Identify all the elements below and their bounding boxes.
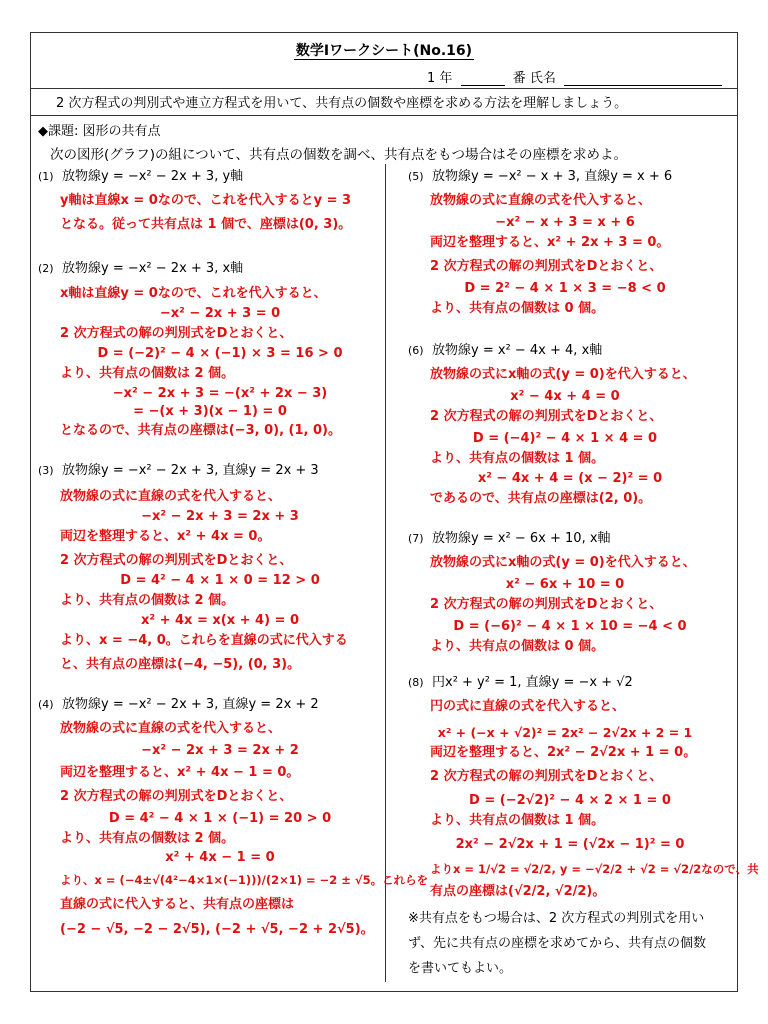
answer-line: D = (−4)² − 4 × 1 × 4 = 0 — [472, 431, 658, 446]
answer-line: y軸は直線x = 0なので、これを代入するとy = 3 — [60, 193, 352, 208]
answer-line: より、共有点の個数は 2 個。 — [60, 831, 235, 846]
answer-line: 両辺を整理すると、2x² − 2√2x + 1 = 0。 — [430, 745, 697, 760]
answer-line: 両辺を整理すると、x² + 2x + 3 = 0。 — [430, 235, 670, 250]
answer-line: 直線の式に代入すると、共有点の座標は — [60, 897, 295, 912]
answer-line: より、共有点の個数は 1 個。 — [430, 451, 605, 466]
problem-statement: (7) 放物線y = x² − 6x + 10, x軸 — [408, 531, 611, 546]
student-info — [427, 67, 726, 86]
class-blank — [461, 85, 505, 86]
answer-line: 2 次方程式の解の判別式をDとおくと、 — [430, 769, 663, 784]
problem-statement: (8) 円x² + y² = 1, 直線y = −x + √2 — [408, 675, 633, 690]
year-label: 1 年 — [427, 71, 453, 86]
answer-line: より、共有点の個数は 0 個。 — [430, 301, 605, 316]
answer-line: となる。従って共有点は 1 個で、座標は(0, 3)。 — [60, 217, 352, 232]
answer-line: D = 4² − 4 × 1 × 0 = 12 > 0 — [120, 573, 320, 588]
answer-line: −x² − 2x + 3 = 2x + 3 — [141, 509, 299, 524]
answer-line: 放物線の式に直線の式を代入すると、 — [60, 489, 282, 504]
answer-line: D = 4² − 4 × 1 × (−1) = 20 > 0 — [108, 811, 332, 826]
answer-line: 2 次方程式の解の判別式をDとおくと、 — [60, 553, 293, 568]
answer-line: 放物線の式にx軸の式(y = 0)を代入すると、 — [430, 367, 696, 382]
answer-line: 両辺を整理すると、x² + 4x = 0。 — [60, 529, 271, 544]
divider — [31, 115, 737, 116]
answer-line: より、共有点の個数は 0 個。 — [430, 639, 605, 654]
problem-statement: (5) 放物線y = −x² − x + 3, 直線y = x + 6 — [408, 169, 673, 184]
problem-statement: (1) 放物線y = −x² − 2x + 3, y軸 — [38, 169, 244, 184]
answer-line: −x² − 2x + 3 = −(x² + 2x − 3) — [112, 386, 328, 401]
problem-statement: (4) 放物線y = −x² − 2x + 3, 直線y = 2x + 2 — [38, 697, 319, 712]
answer-line: (−2 − √5, −2 − 2√5), (−2 + √5, −2 + 2√5)。 — [60, 922, 374, 937]
answer-line: x² − 4x + 4 = (x − 2)² = 0 — [477, 471, 663, 486]
answer-line: 円の式に直線の式を代入すると、 — [430, 699, 626, 714]
answer-line: −x² − 2x + 3 = 0 — [159, 306, 281, 321]
answer-line: であるので、共有点の座標は(2, 0)。 — [430, 491, 652, 506]
answer-line: 放物線の式に直線の式を代入すると、 — [60, 721, 282, 736]
answer-line: x² + 4x − 1 = 0 — [165, 850, 275, 865]
answer-line: = −(x + 3)(x − 1) = 0 — [133, 404, 287, 419]
problem-statement: (2) 放物線y = −x² − 2x + 3, x軸 — [38, 261, 244, 276]
answer-line: 放物線の式にx軸の式(y = 0)を代入すると、 — [430, 555, 696, 570]
note-line: ず、先に共有点の座標を求めてから、共有点の個数 — [408, 936, 706, 951]
answer-line: 2 次方程式の解の判別式をDとおくと、 — [60, 789, 293, 804]
instruction: 次の図形(グラフ)の組について、共有点の個数を調べ、共有点をもつ場合はその座標を求めよ。 — [50, 147, 627, 163]
answer-line: と、共有点の座標は(−4, −5), (0, 3)。 — [60, 657, 301, 672]
answer-line: 両辺を整理すると、x² + 4x − 1 = 0。 — [60, 765, 300, 780]
answer-line: より、x = −4, 0。これらを直線の式に代入する — [60, 633, 348, 648]
answer-line: −x² − x + 3 = x + 6 — [495, 215, 635, 230]
answer-line: となるので、共有点の座標は(−3, 0), (1, 0)。 — [60, 423, 341, 438]
divider — [31, 88, 737, 89]
answer-line: よりx = 1/√2 = √2/2, y = −√2/2 + √2 = √2/2なので、共 — [430, 862, 759, 876]
answer-line: より、共有点の個数は 2 個。 — [60, 593, 235, 608]
answer-line: 2x² − 2√2x + 1 = (√2x − 1)² = 0 — [455, 837, 685, 852]
name-blank — [564, 85, 722, 86]
answer-line: −x² − 2x + 3 = 2x + 2 — [141, 743, 299, 758]
answer-line: x軸は直線y = 0なので、これを代入すると、 — [60, 286, 327, 301]
answer-line: x² + 4x = x(x + 4) = 0 — [140, 613, 300, 628]
answer-line: x² − 6x + 10 = 0 — [505, 577, 625, 592]
problem-statement: (6) 放物線y = x² − 4x + 4, x軸 — [408, 343, 603, 358]
note-line: を書いてもよい。 — [408, 961, 513, 976]
answer-line: 放物線の式に直線の式を代入すると、 — [430, 193, 652, 208]
note-line: ※共有点をもつ場合は、2 次方程式の判別式を用い — [408, 911, 705, 926]
answer-line: D = (−2)² − 4 × (−1) × 3 = 16 > 0 — [97, 346, 343, 361]
answer-line: x² − 4x + 4 = 0 — [510, 389, 620, 404]
problem-statement: (3) 放物線y = −x² − 2x + 3, 直線y = 2x + 3 — [38, 463, 319, 478]
answer-line: D = (−6)² − 4 × 1 × 10 = −4 < 0 — [453, 619, 687, 634]
number-label: 番 — [512, 71, 526, 86]
answer-line: 2 次方程式の解の判別式をDとおくと、 — [430, 597, 663, 612]
answer-line: x² + (−x + √2)² = 2x² − 2√2x + 2 = 1 — [437, 725, 693, 740]
answer-line: 2 次方程式の解の判別式をDとおくと、 — [60, 326, 293, 341]
answer-line: D = (−2√2)² − 4 × 2 × 1 = 0 — [469, 793, 671, 808]
learning-goal: 2 次方程式の判別式や連立方程式を用いて、共有点の個数や座標を求める方法を理解しましょう。 — [56, 96, 628, 111]
column-divider — [385, 164, 386, 982]
note — [408, 906, 706, 981]
answer-line: より、共有点の個数は 2 個。 — [60, 366, 235, 381]
answer-line: より、共有点の個数は 1 個。 — [430, 813, 605, 828]
task-label: ◆課題: 図形の共有点 — [38, 124, 161, 139]
name-label: 氏名 — [529, 71, 556, 86]
answer-line: D = 2² − 4 × 1 × 3 = −8 < 0 — [464, 281, 666, 296]
worksheet-title: 数学Ⅰワークシート(No.16) — [295, 43, 473, 59]
answer-line: 有点の座標は(√2/2, √2/2)。 — [430, 884, 606, 899]
answer-line: より、x = (−4±√(4²−4×1×(−1)))/(2×1) = −2 ± √5。これらを — [60, 873, 429, 887]
answer-line: 2 次方程式の解の判別式をDとおくと、 — [430, 259, 663, 274]
answer-line: 2 次方程式の解の判別式をDとおくと、 — [430, 409, 663, 424]
